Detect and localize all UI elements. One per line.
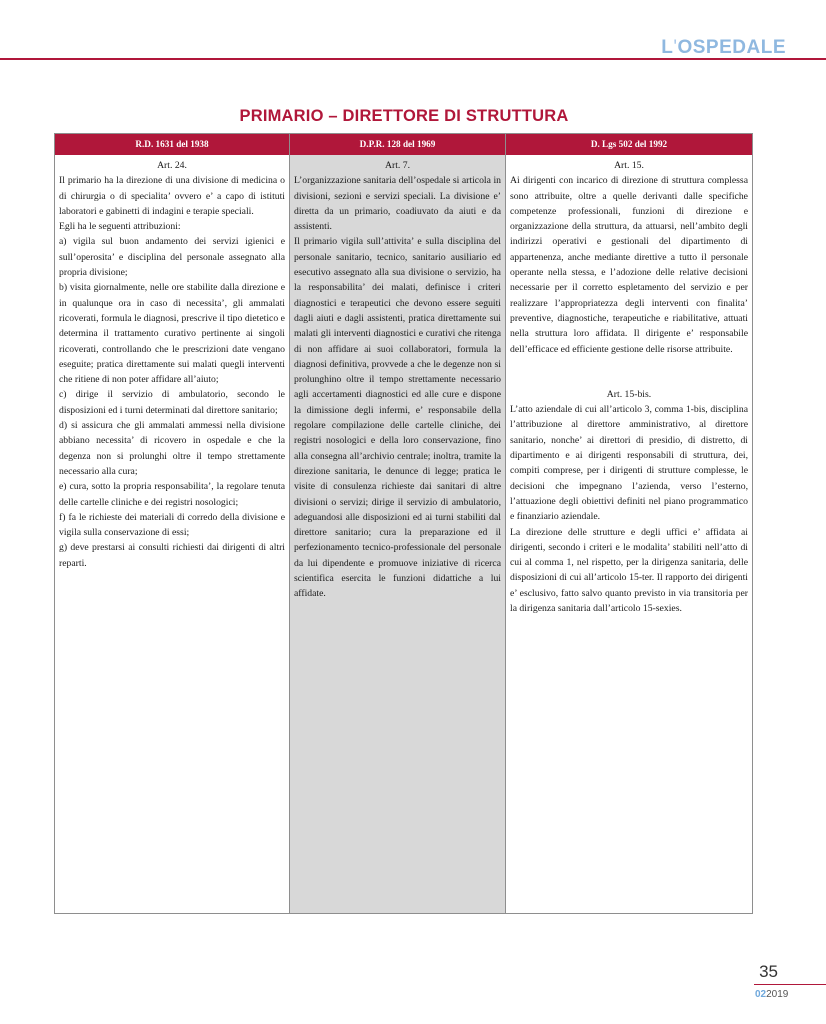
paragraph: e) cura, sotto la propria responsabilita’, la regolare tenuta delle cartelle cliniche e dei registri nosologici; <box>59 481 285 508</box>
paragraph: g) deve prestarsi ai consulti richiesti dai dirigenti di altri reparti. <box>59 542 285 569</box>
issue-number: 02 <box>755 989 767 1000</box>
page-title: PRIMARIO – DIRETTORE DI STRUTTURA <box>239 107 569 125</box>
column-heading: R.D. 1631 del 1938 <box>55 134 289 155</box>
paragraph: L’organizzazione sanitaria dell’ospedale si articola in divisioni, sezioni e servizi speciali. La divisione e’ diretta da un primario, coadiuvato da aiuti e da assistenti. <box>294 175 501 233</box>
paragraph: Il primario ha la direzione di una divisione di medicina o di chirurgia o di specialita’ ovvero e’ a capo di istituti laboratori e gabinetti di indagini e terapie speciali. <box>59 175 285 217</box>
column-heading: D. Lgs 502 del 1992 <box>506 134 752 155</box>
footer-rule <box>754 984 826 985</box>
column-heading: D.P.R. 128 del 1969 <box>290 134 505 155</box>
paragraph: L’atto aziendale di cui all’articolo 3, comma 1-bis, disciplina l’attribuzione al direttore amministrativo, al direttore sanitario, nonche’ ai direttori di presidio, di distretto, di dipartimento e ai dirigenti responsabili di struttura, dei, compiti comprese, per i dirigenti di strutture complesse, le decisioni che impegnano l’azienda, verso l’esterno, l’attuazione degli obiettivi definiti nel piano programmatico e finanziario aziendale. <box>510 404 748 523</box>
paragraph: Ai dirigenti con incarico di direzione di struttura complessa sono attribuite, oltre a quelle derivanti dalle specifiche competenze professionali, funzioni di direzione e organizzazione della struttura, da attuarsi, nell’ambito degli indirizzi operativi e gestionali del dipartimento di appartenenza, anche mediante direttive a tutto il personale operante nella stessa, e l’adozione delle relative decisioni necessarie per il corretto espletamento del servizio e per realizzare l’appropriatezza degli interventi con finalita’ preventive, diagnostiche, terapeutiche e riabilitative, attuati nella struttura loro affidata. Il dirigente e’ responsabile dell’efficace ed efficiente gestione delle risorse attribuite. <box>510 175 748 355</box>
spacer <box>510 357 748 387</box>
column-body <box>506 155 752 616</box>
paragraph: f) fa le richieste dei materiali di corredo della divisione e vigila sulla conservazione di essi; <box>59 511 285 539</box>
comparison-table <box>54 133 753 914</box>
column-dpr-1969 <box>290 134 506 913</box>
column-dlgs-1992 <box>506 134 752 913</box>
column-body <box>55 155 289 571</box>
paragraph: b) visita giornalmente, nelle ore stabilite dalla direzione e in qualunque ora in caso di necessita’, gli ammalati ricoverati, formula le diagnosi, prescrive il tipo dietetico e determina il trattamento curativo pertinente ai singoli ricoverati, controllando che le prescrizioni date vengano eseguite; pratica direttamente sui malati quegli interventi che ritiene di non poter affidare all’aiuto; <box>59 282 285 386</box>
column-body <box>290 155 505 602</box>
logo-prefix: L <box>661 37 674 58</box>
article-number: Art. 24. <box>157 160 187 171</box>
article-number: Art. 15-bis. <box>606 388 652 400</box>
paragraph: c) dirige il servizio di ambulatorio, secondo le disposizioni ed i turni determinati dal direttore sanitario; <box>59 389 285 416</box>
column-rd-1938 <box>55 134 290 913</box>
logo-name: OSPEDALE <box>677 37 786 58</box>
article-number: Art. 7. <box>384 160 411 171</box>
paragraph: La direzione delle strutture e degli uffici e’ affidata ai dirigenti, secondo i criteri e le modalita’ stabiliti nell’atto di cui al comma 1, nel rispetto, per la dirigenza sanitaria, delle disposizioni di cui all’articolo 15-ter. Il rapporto dei dirigenti e’ esclusivo, fatto salvo quanto previsto in via transitoria per la dirigenza sanitaria dall’articolo 15-sexies. <box>510 526 748 615</box>
paragraph: a) vigila sul buon andamento dei servizi igienici e sull’operosita’ e disciplina del personale assegnato alla propria divisione; <box>59 236 285 279</box>
paragraph: d) si assicura che gli ammalati ammessi nella divisione abbiano necessita’ di ricovero in ospedale e che la degenza non si prolunghi oltre il tempo strettamente necessario alla cura; <box>59 420 285 477</box>
logo-apostrophe: ' <box>673 37 678 58</box>
issue-year: 2019 <box>766 989 789 1000</box>
article-number: Art. 15. <box>614 160 644 171</box>
paragraph: Egli ha le seguenti attribuzioni: <box>59 221 181 233</box>
magazine-logo <box>661 37 786 59</box>
page-number: 35 <box>759 962 778 981</box>
issue-label <box>755 989 788 1000</box>
paragraph: Il primario vigila sull’attivita’ e sulla disciplina del personale sanitario, tecnico, sanitario ausiliario ed esecutivo assegnato alla sua divisione o servizio, ha la responsabilita’ dei malati, definisce i criteri diagnostici e terapeutici che devono essere seguiti dagli aiuti e dagli assistenti, pratica direttamente sui malati gli interventi diagnostici e curativi che ritenga di non affidare ai suoi collaboratori, formula la diagnosi definitiva, provvede a che le degenze non si prolunghino oltre il tempo strettamente necessario agli accertamenti diagnostici ed alle cure e dispone la dimissione degli infermi, e’ responsabile della regolare compilazione delle cartelle cliniche, dei registri nosologici e della loro conservazione, fino alla consegna all’archivio centrale; inoltra, tramite la direzione sanitaria, le denunce di legge; pratica le visite di consulenza richieste dai sanitari di altre divisioni o servizi; dirige il servizio di ambulatorio, adeguandosi alle disposizioni ed ai turni stabiliti dal direttore sanitario; cura la preparazione ed il perfezionamento tecnico-professionale del personale da lui dipendente e promuove iniziative di ricerca scientifica esercita le funzioni didattiche a lui affidate. <box>294 236 501 600</box>
